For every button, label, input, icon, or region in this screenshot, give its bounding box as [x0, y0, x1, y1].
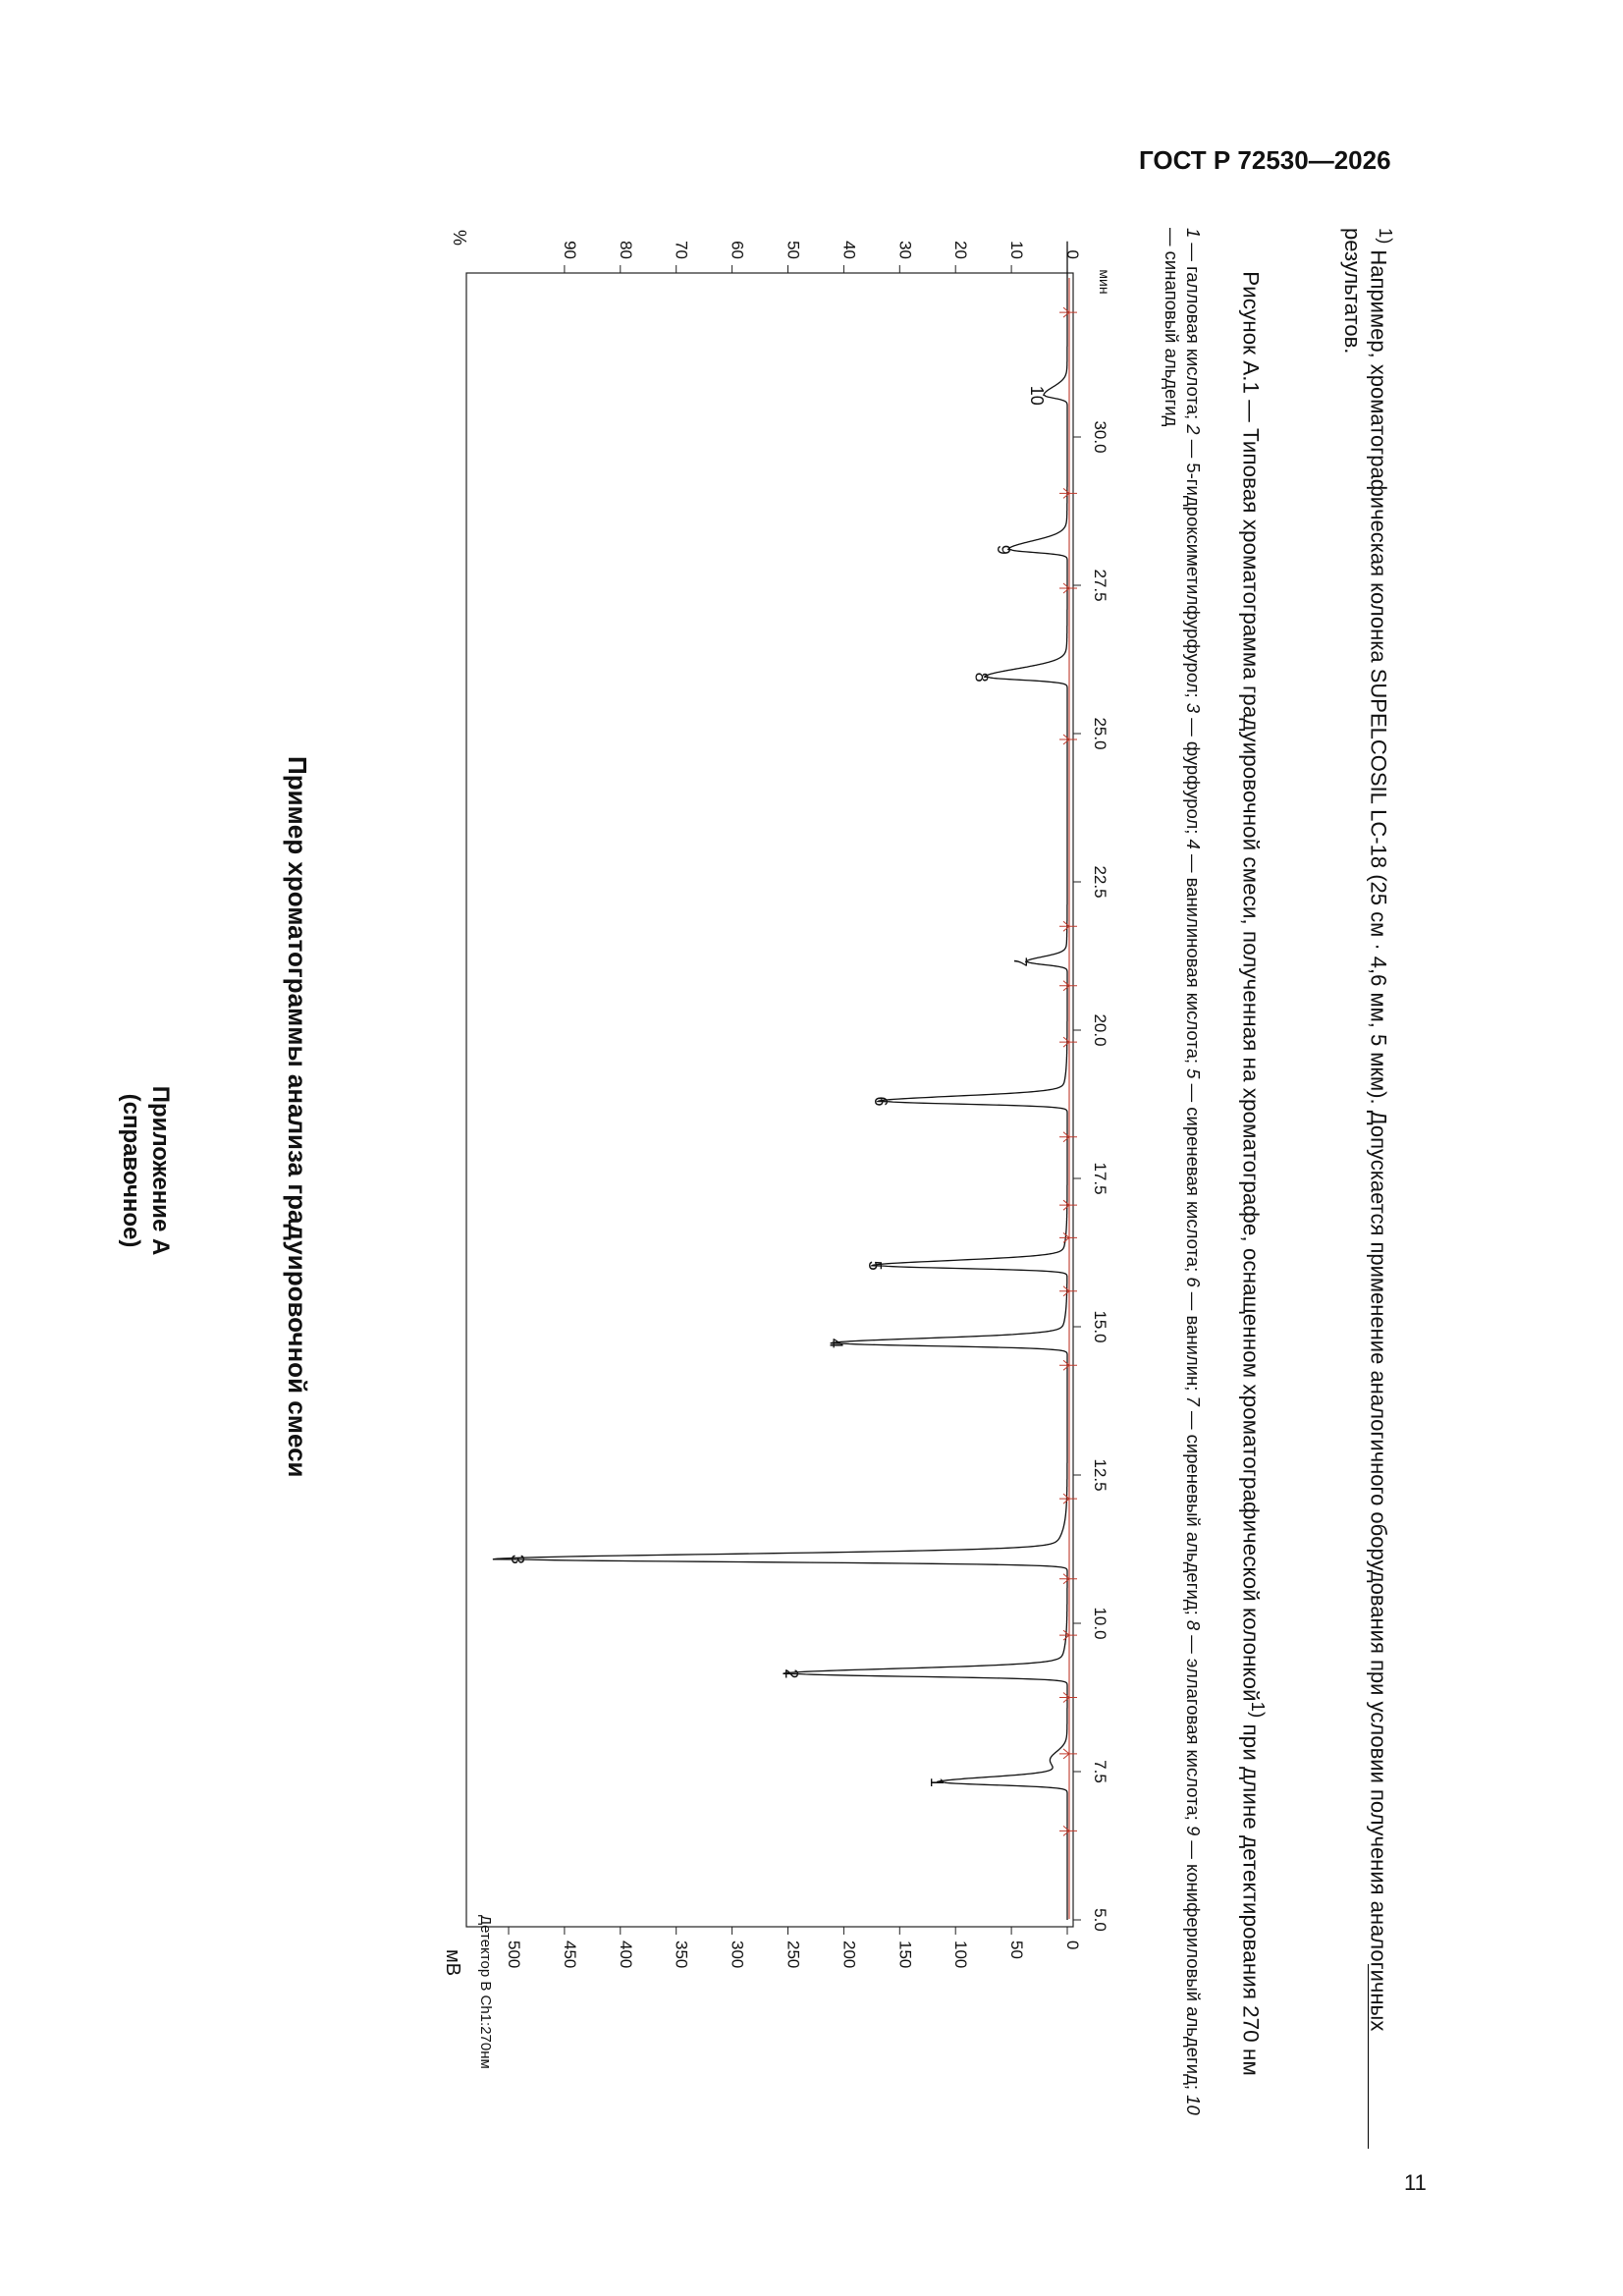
- legend-item: 3 — фурфурол;: [1183, 702, 1204, 840]
- detector-label: Детектор B Ch1:270нм: [477, 1915, 494, 2069]
- legend-item: 5 — сиреневая кислота;: [1183, 1068, 1204, 1278]
- x-tick-label: 12.5: [1091, 1458, 1109, 1492]
- legend-item: 7 — сиреневый альдегид;: [1183, 1395, 1204, 1620]
- peak-label: 4: [826, 1338, 846, 1348]
- legend-item: 6 — ванилин;: [1183, 1277, 1204, 1396]
- legend-item: 9 — конифериловый альдегид;: [1183, 1825, 1204, 2096]
- x-tick-label: 20.0: [1091, 1013, 1109, 1047]
- peak-label: 8: [971, 672, 992, 683]
- y-tick-label: 400: [616, 1941, 635, 1969]
- peak-label: 10: [1027, 385, 1048, 406]
- y2-tick-label: 30: [895, 241, 915, 259]
- x-tick-label: 7.5: [1091, 1760, 1109, 1783]
- integration-marker: [1059, 921, 1077, 931]
- y2-tick-label: 0: [1063, 249, 1082, 259]
- plot-frame: [466, 273, 1073, 1927]
- legend-item: 4 — ванилиновая кислота;: [1183, 839, 1204, 1069]
- x-tick-label: 25.0: [1091, 717, 1109, 750]
- integration-marker: [1059, 1037, 1077, 1047]
- y-tick-label: 250: [784, 1941, 803, 1969]
- x-tick-label: 15.0: [1091, 1310, 1109, 1343]
- integration-marker: [1059, 307, 1077, 317]
- peak-label: 9: [994, 544, 1014, 555]
- footnote: [1339, 228, 1399, 2123]
- footnote-text: Например, хроматографическая колонка SUPELCOSIL LC-18 (25 см · 4,6 мм, 5 мкм). Допускается применение аналогичного оборудования при условии получения аналогичных результатов.: [1339, 228, 1391, 2032]
- legend-item: 10 — синаповый альдегид: [1162, 228, 1204, 2115]
- integration-marker: [1059, 1693, 1077, 1703]
- peak-label: 5: [865, 1260, 886, 1271]
- figure-legend: [1161, 228, 1204, 2123]
- chromatogram-trace: [493, 242, 1067, 1920]
- y2-tick-label: 20: [951, 241, 971, 259]
- y2-tick-label: 90: [560, 241, 579, 259]
- y2-tick-label: 10: [1007, 241, 1027, 259]
- y-tick-label: 300: [728, 1941, 747, 1969]
- peak-label: 6: [870, 1096, 891, 1107]
- y-tick-label: 150: [895, 1941, 915, 1969]
- x-tick-label: 10.0: [1091, 1607, 1109, 1640]
- y2-tick-label: 40: [839, 241, 859, 259]
- integration-marker: [1059, 1574, 1077, 1584]
- integration-marker: [1059, 1494, 1077, 1503]
- integration-marker: [1059, 1826, 1077, 1835]
- y2-tick-label: 70: [672, 241, 691, 259]
- x-tick-label: 5.0: [1091, 1908, 1109, 1932]
- page-number: 11: [1404, 2170, 1427, 2195]
- y-tick-label: 50: [1007, 1941, 1027, 1959]
- integration-marker: [1059, 488, 1077, 498]
- y2-axis-label: %: [450, 229, 469, 246]
- peak-label: 3: [508, 1554, 528, 1564]
- y2-tick-label: 80: [616, 241, 635, 259]
- integration-marker: [1059, 1286, 1077, 1296]
- y-tick-label: 0: [1063, 1941, 1082, 1950]
- integration-marker: [1059, 1232, 1077, 1242]
- y2-tick-label: 50: [784, 241, 803, 259]
- y-tick-label: 350: [672, 1941, 691, 1969]
- document-standard-header: ГОСТ Р 72530—2026: [1139, 145, 1391, 175]
- y2-tick-label: 60: [728, 241, 747, 259]
- integration-marker: [1059, 1749, 1077, 1759]
- y-tick-label: 200: [839, 1941, 859, 1969]
- y-axis-label: мВ: [442, 1949, 463, 1977]
- integration-marker: [1059, 1630, 1077, 1640]
- integration-marker: [1059, 735, 1077, 744]
- peak-label: 1: [926, 1777, 947, 1787]
- integration-marker: [1059, 1132, 1077, 1142]
- x-tick-label: 27.5: [1091, 569, 1109, 602]
- x-tick-label: 17.5: [1091, 1162, 1109, 1195]
- y-tick-label: 100: [951, 1941, 971, 1969]
- y-tick-label: 500: [505, 1941, 523, 1969]
- legend-item: 8 — эллаговая кислота;: [1183, 1619, 1204, 1826]
- integration-marker: [1059, 981, 1077, 991]
- y-tick-label: 450: [560, 1941, 579, 1969]
- figure-title: Пример хроматограммы анализа градуировочной смеси: [283, 756, 312, 1478]
- x-tick-label: 22.5: [1091, 865, 1109, 899]
- legend-item: 1 — галловая кислота;: [1183, 228, 1204, 425]
- legend-item: 2 — 5-гидроксиметилфурфурол;: [1183, 424, 1204, 703]
- x-axis-label: мин: [1097, 269, 1112, 295]
- peak-label: 2: [781, 1668, 801, 1679]
- x-tick-label: 30.0: [1091, 420, 1109, 454]
- figure-caption: Рисунок А.1 — Типовая хроматограмма градуировочной смеси, полученная на хроматографе, оснащенном хроматографической колонкой$^{1)}$ при длине детектирования 270 нм: [1238, 271, 1269, 2076]
- integration-marker: [1059, 1200, 1077, 1210]
- integration-marker: [1059, 1360, 1077, 1370]
- appendix-subtitle: (справочное): [118, 1093, 144, 1248]
- appendix-title: Приложение А: [147, 1085, 174, 1256]
- footnote-marker: 1): [1376, 228, 1396, 245]
- peak-label: 7: [1010, 957, 1031, 967]
